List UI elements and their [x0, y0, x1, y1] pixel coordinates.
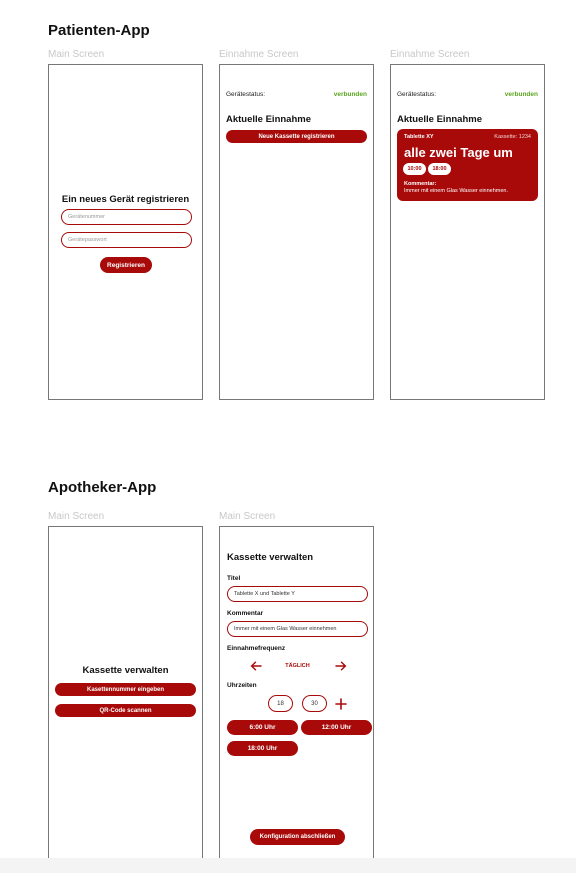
finish-configuration-button[interactable]: Konfiguration abschließen: [250, 829, 345, 845]
intake-frequency: alle zwei Tage um: [404, 145, 513, 160]
patient-main-screen: [48, 64, 203, 400]
manage-cassette-heading: Kassette verwalten: [82, 665, 169, 676]
intake-time-chip: 18:00: [428, 163, 451, 175]
register-button[interactable]: Registrieren: [100, 257, 152, 273]
patient-app-title: Patienten-App: [48, 22, 150, 39]
device-status-label: Gerätestatus:: [397, 91, 437, 98]
arrow-right-icon[interactable]: [333, 658, 349, 674]
frame-label-pharmacist-main: Main Screen: [48, 511, 105, 522]
frame-label-patient-main: Main Screen: [48, 49, 105, 60]
device-status-value: verbunden: [333, 91, 367, 98]
current-intake-heading: Aktuelle Einnahme: [226, 114, 311, 125]
arrow-left-icon[interactable]: [248, 658, 264, 674]
device-status-row: [226, 91, 367, 98]
enter-cassette-number-button[interactable]: Kasettennummer eingeben: [55, 683, 196, 696]
device-status-label: Gerätestatus:: [226, 91, 266, 98]
device-password-field[interactable]: Gerätepasswort: [61, 232, 192, 248]
time-chip-18[interactable]: 18:00 Uhr: [227, 741, 298, 756]
intake-comment-title: Kommentar:: [404, 181, 437, 187]
title-label: Titel: [227, 575, 241, 582]
device-status-row: [397, 91, 538, 98]
scan-qr-code-button[interactable]: QR-Code scannen: [55, 704, 196, 717]
time-chip-12[interactable]: 12:00 Uhr: [301, 720, 372, 735]
device-status-value: verbunden: [504, 91, 538, 98]
frame-label-patient-intake-empty: Einnahme Screen: [219, 49, 299, 60]
intake-card[interactable]: [397, 129, 538, 201]
plus-icon[interactable]: [332, 695, 349, 712]
intake-cassette-number: Kassette: 1234: [494, 134, 531, 140]
manage-cassette-heading: Kassette verwalten: [227, 552, 314, 563]
minute-field[interactable]: 30: [302, 695, 327, 712]
comment-label: Kommentar: [227, 610, 264, 617]
patient-intake-empty-screen: [219, 64, 374, 400]
intake-time-chip: 10:00: [403, 163, 426, 175]
frequency-label: Einnahmefrequenz: [227, 645, 286, 652]
register-heading: Ein neues Gerät registrieren: [61, 194, 190, 205]
pharmacist-main-screen: [48, 526, 203, 862]
intake-medication-name: Tablette XY: [404, 134, 434, 140]
canvas-bottom-edge: [0, 858, 576, 873]
new-cassette-button[interactable]: Neue Kassette registrieren: [226, 130, 367, 143]
time-chip-6[interactable]: 6:00 Uhr: [227, 720, 298, 735]
current-intake-heading: Aktuelle Einnahme: [397, 114, 482, 125]
intake-comment-text: Immer mit einem Glas Wasser einnehmen.: [404, 188, 509, 194]
times-label: Uhrzeiten: [227, 682, 257, 689]
frame-label-patient-intake-active: Einnahme Screen: [390, 49, 470, 60]
device-number-field[interactable]: Gerätenummer: [61, 209, 192, 225]
pharmacist-app-title: Apotheker-App: [48, 479, 157, 496]
frame-label-pharmacist-config: Main Screen: [219, 511, 276, 522]
patient-intake-active-screen: [390, 64, 545, 400]
title-field[interactable]: Tablette X und Tablette Y: [227, 586, 368, 602]
comment-field[interactable]: Immer mit einem Glas Wasser einnehmen: [227, 621, 368, 637]
hour-field[interactable]: 18: [268, 695, 293, 712]
pharmacist-config-screen: [219, 526, 374, 862]
frequency-value: TÄGLICH: [285, 663, 310, 669]
